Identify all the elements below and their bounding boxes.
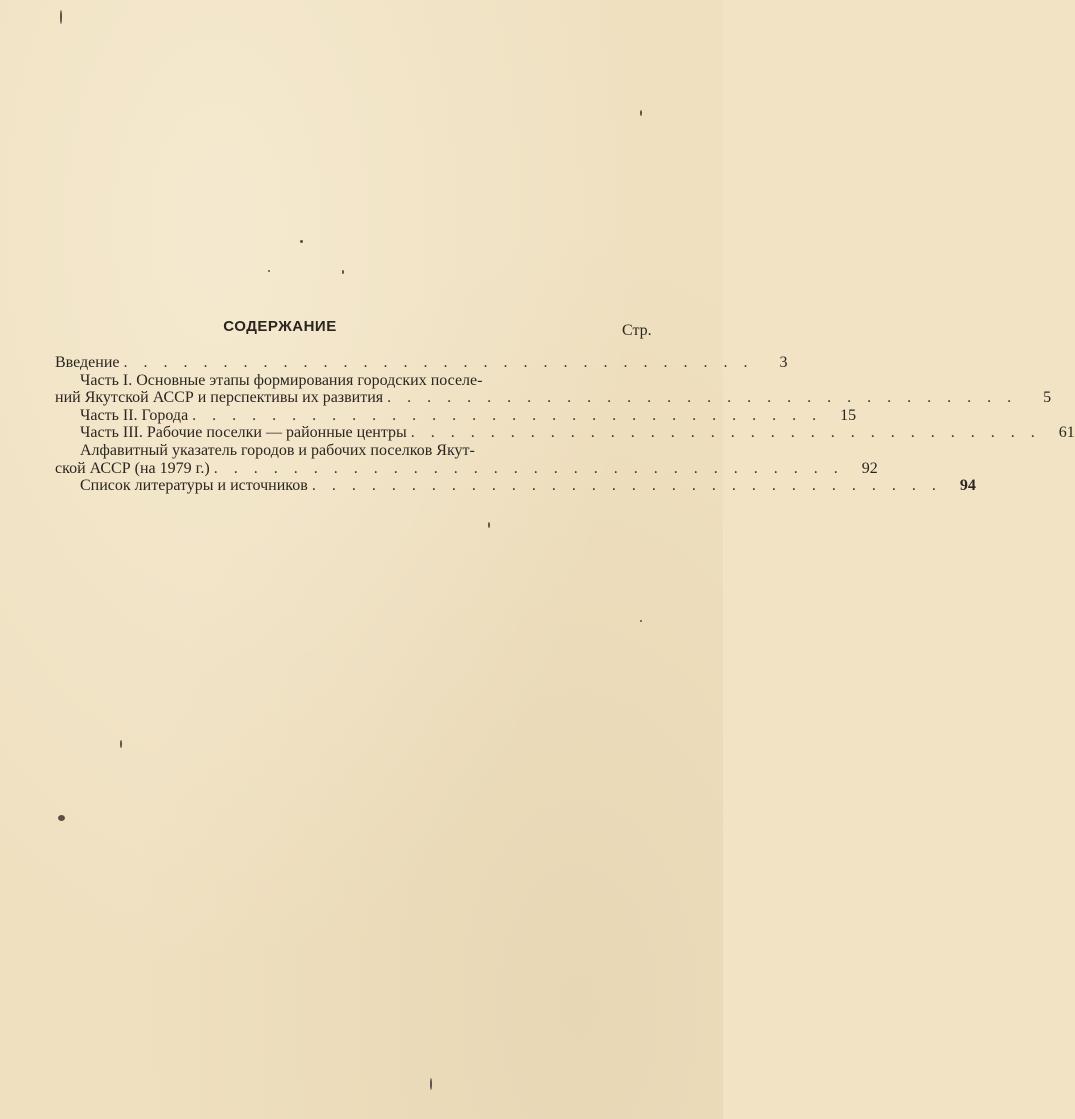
toc-entry-title: Список литературы и источников bbox=[80, 477, 308, 495]
paper-speck bbox=[342, 270, 344, 274]
toc-entry-bibliography[interactable] bbox=[55, 477, 976, 495]
leader-dots: . . . . . . . . . . . . . . . . . . . . . . . . . . . . . . . . bbox=[192, 406, 823, 424]
leader-dots: . . . . . . . . . . . . . . . . . . . . . . . . . . . . . . . . bbox=[213, 459, 844, 477]
paper-speck bbox=[120, 740, 122, 748]
toc-entry-page: 61 bbox=[1058, 424, 1075, 442]
table-of-contents bbox=[55, 354, 1075, 495]
paper-speck bbox=[58, 815, 65, 821]
leader-dots: . . . . . . . . . . . . . . . . . . . . . . . . . . . . . . . . bbox=[387, 389, 1018, 407]
toc-entry-title-cont: ской АССР (на 1979 г.) bbox=[55, 459, 210, 477]
toc-entry-title: Часть II. Города bbox=[80, 406, 189, 424]
toc-entry-title: Часть I. Основные этапы формирования городских поселе- bbox=[80, 371, 483, 389]
toc-entry-page: 15 bbox=[840, 406, 857, 424]
toc-entry-page: 94 bbox=[959, 477, 976, 495]
paper-speck bbox=[430, 1078, 432, 1090]
toc-entry-page: 3 bbox=[779, 354, 788, 371]
toc-entry-part2[interactable] bbox=[55, 406, 857, 425]
toc-entry-part1-line1[interactable] bbox=[55, 372, 647, 390]
toc-entry-title-cont: ний Якутской АССР и перспективы их развития bbox=[55, 389, 384, 407]
toc-entry-title: Часть III. Рабочие поселки — районные центры bbox=[80, 424, 407, 442]
toc-entry-index-line2[interactable] bbox=[55, 459, 878, 478]
pages-column-label: Стр. bbox=[622, 322, 652, 339]
toc-entry-part3[interactable] bbox=[55, 424, 1075, 442]
toc-entry-part1-line2[interactable] bbox=[55, 389, 1052, 407]
paper-speck bbox=[488, 522, 490, 528]
paper-speck bbox=[60, 10, 62, 24]
paper-speck bbox=[268, 270, 270, 272]
toc-entry-index-line1[interactable] bbox=[55, 442, 647, 460]
leader-dots: . . . . . . . . . . . . . . . . . . . . . . . . . . . . . . . . bbox=[410, 424, 1041, 442]
paper-speck bbox=[300, 240, 303, 243]
toc-entry-introduction[interactable] bbox=[55, 354, 788, 372]
toc-entry-page: 92 bbox=[861, 459, 878, 477]
paper-speck bbox=[640, 620, 642, 622]
toc-entry-title: Введение bbox=[55, 354, 120, 371]
contents-heading: СОДЕРЖАНИЕ bbox=[223, 318, 337, 335]
toc-entry-page: 5 bbox=[1043, 389, 1052, 407]
toc-entry-title: Алфавитный указатель городов и рабочих поселков Якут- bbox=[80, 441, 475, 459]
paper-speck bbox=[640, 110, 642, 116]
leader-dots: . . . . . . . . . . . . . . . . . . . . . . . . . . . . . . . . bbox=[123, 354, 754, 371]
leader-dots: . . . . . . . . . . . . . . . . . . . . . . . . . . . . . . . . bbox=[311, 477, 942, 495]
